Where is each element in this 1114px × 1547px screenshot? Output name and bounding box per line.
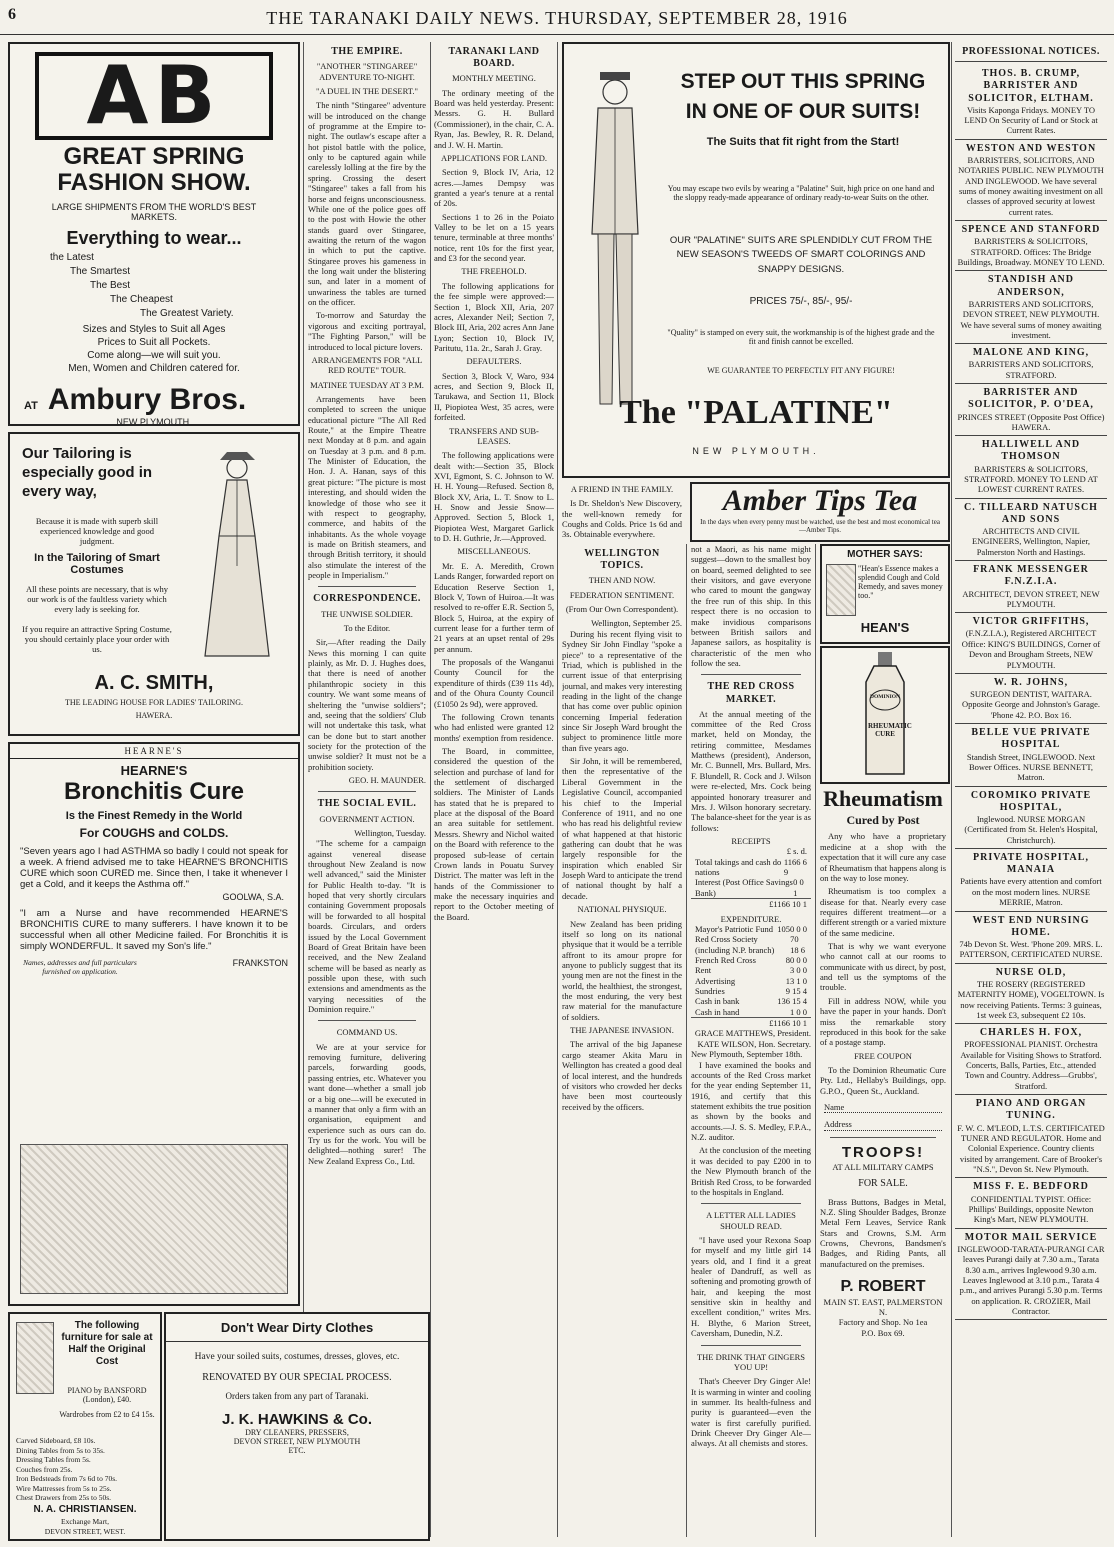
rheum-title: Rheumatism [823, 786, 943, 811]
medicine-bottle-icon [860, 652, 910, 778]
land-sub1: MONTHLY MEETING. [452, 73, 536, 84]
hearnes-title2: Bronchitis Cure [63, 778, 245, 805]
mother-illustration [826, 564, 856, 616]
free-coupon-title: FREE COUPON [854, 1050, 912, 1061]
wellington-topics-column [562, 544, 682, 1537]
ambury-list-item: The Smartest [70, 266, 131, 277]
ambury-list [50, 251, 298, 321]
ambury-town: NEW PLYMOUTH. [116, 417, 192, 426]
smith-headline: Our Tailoring is especially good in every way, [22, 445, 153, 500]
lady-costume-illustration [185, 446, 285, 666]
list-item: Couches from 25s. [16, 1464, 73, 1474]
notice-item: PRIVATE HOSPITAL, MANAIA Patients have every attention and comfort on the most modern lines. NURSE MERRIE, Matron. [955, 849, 1107, 911]
hearnes-bronchitis-ad [8, 742, 300, 1306]
rc-sig2: KATE WILSON, Hon. Secretary. [697, 1038, 811, 1049]
ambury-line: Sizes and Styles to Suit all Ages [82, 324, 226, 335]
christiansen-intro: The following furniture for sale at Half the Original Cost [61, 1320, 153, 1367]
rheum-p4: Fill in address NOW, while you have the paper in your hands. Don't miss the remarkable story reproduced in this book for the sake of a postage stamp. [820, 995, 946, 1048]
notice-item: WESTON AND WESTON BARRISTERS, SOLICITORS, AND NOTARIES PUBLIC. NEW PLYMOUTH AND INGLEWOOD. We have several sums of money awaiting investment on all classes of approved security at lowest current rates. [955, 140, 1107, 221]
list-item: Dining Tables from 5s to 35s. [16, 1445, 105, 1455]
notice-item: THOS. B. CRUMP, BARRISTER AND SOLICITOR, ELTHAM. Visits Kaponga Fridays. MONEY TO LEND On Security of Land or Stock at Current Rates. [955, 65, 1107, 140]
christiansen-name: N. A. CHRISTIANSEN. [33, 1504, 137, 1515]
letter-body: "I have used your Rexona Soap for myself and my little girl 14 years old, and I find it a great healer of Dandruff, as well as softening and promoting growth of hair, and keeping the most sensitive skin in healthy and excellent condition," writes Mrs. H. Blythe, 6 Marion Street, Caversham, Dunedin, N.Z. [691, 1234, 811, 1339]
notice-item: BARRISTER AND SOLICITOR, P. O'DEA, PRINCES STREET (Opposite Post Office) HAWERA. [955, 384, 1107, 436]
palatine-p3: "Quality" is stamped on every suit, the workmanship is of the highest grade and the fit and finish cannot be excelled. [667, 328, 935, 346]
red-cross-column [691, 544, 811, 1537]
smith-name: A. C. SMITH, [94, 672, 214, 694]
palatine-h2: IN ONE OF OUR SUITS! [685, 100, 921, 123]
ambury-headline: GREAT SPRING FASHION SHOW. [57, 143, 251, 196]
receipts-total: £1166 10 1 [691, 898, 811, 909]
coupon-address-field[interactable]: Address [824, 1119, 942, 1130]
empire-sub1: "ANOTHER "STINGAREE" ADVENTURE TO-NIGHT. [316, 61, 418, 82]
masthead [0, 0, 1114, 35]
troops-body: Brass Buttons, Badges in Metal, N.Z. Sling Shoulder Badges, Bronze Metal Fern Leaves, Service Rank Stars and Crowns, S.M. Arm Crowns, Chevrons, Bandsmen's Badges, and Riding Pants, all manufactured on the premises. [820, 1196, 946, 1269]
column-rule [686, 544, 687, 1537]
wellington-sub1: THEN AND NOW. [588, 575, 656, 586]
wellington-p5: not a Maori, as his name might suggest—down to the smallest boy on board, seemed delighted to see their visitors, and gave everyone who cared to mount the gangway the free run of this ship. In this respect there is no occasion to make invidious comparisons between British sailors and Japanese sailors, as hospitality is characteristic of the men who follow the sea. [691, 544, 811, 668]
land-p6: The following applications were dealt with:—Section 35, Block XVI, Egmont, S. C. Johnson to W. H. H. Young—Refused. Section 8, Block XV, Aria, L. T. Snow to L. H. Snow and Jessie Snow—Approved. Section 5, Block 1, Piopiotea West, Margaret Garlick to D. H. Guthrie, Jr.—Approved. [434, 450, 554, 544]
christiansen-furniture-ad [8, 1312, 162, 1541]
smith-town: HAWERA. [135, 711, 173, 720]
troops-name: P. ROBERT [840, 1278, 926, 1296]
rheum-p2: Rheumatism is too complex a disease for that. Nearly every case requires different treatment—or a different strength or a varied mixture of the same medicine. [820, 886, 946, 938]
empire-p1: The ninth "Stingaree" adventure will be introduced on the change of programme at the Empire to-night. The outlaw's escape after a hot pistol battle with the police, only to be captured again while carelessly lolling at the fire by the spring. Crossing the desert "Stingaree" takes a fall from his horse and feigns unconsciousness. While one of the police goes off to the post with Howie the other stands guard over Stingaree, awaiting the return of the wagon in which to put the captive. Stingaree proves his gameness in the long wait under the blistering sun, and later in a moment of unwariness the tables are turned on the officer. [308, 100, 426, 308]
notice-item: HALLIWELL AND THOMSON BARRISTERS & SOLICITORS, STRATFORD. MONEY TO LEND AT LOWEST CURRENT RATES. [955, 436, 1107, 498]
troops-sub: AT ALL MILITARY CAMPS [832, 1162, 934, 1173]
social-evil-heading: THE SOCIAL EVIL. [317, 798, 417, 810]
land-p9: The following Crown tenants who had enlisted were granted 12 months' exemption from residence. [434, 711, 554, 743]
land-sub4: DEFAULTERS. [466, 356, 522, 367]
wellington-p4: The arrival of the big Japanese cargo steamer Akita Maru in Wellington has created a good deal of local interest, and the hundreds of visitors who crowded her decks have been most courteously received by the officers. [562, 1039, 682, 1112]
list-item: Iron Bedsteads from 7s 6d to 70s. [16, 1474, 118, 1483]
smith-p3: If you require an attractive Spring Costume, you should certainly place your order with us. [22, 624, 172, 654]
command-us-body: We are at your service for removing furniture, delivering parcels, forwarding goods, passing entries, etc. Whatever you want done—whether a small job or a big one—will be executed in a manner that only a firm with an organisation, equipment and experience such as ours can do. Try us for the work. You will be delighted—nothing surer! The New Zealand Express Co., Ltd. [308, 1041, 426, 1166]
rc-sig1: GRACE MATTHEWS, President. [694, 1028, 811, 1039]
ambury-bros-ad [8, 42, 300, 426]
expenditure-title: EXPENDITURE. [720, 913, 782, 924]
heans-brand: HEAN'S [860, 620, 910, 635]
letter-signature: GEO. H. MAUNDER. [348, 775, 426, 786]
social-evil-body: "The scheme for a campaign against venereal disease throughout New Zealand is now well advanced," said the Minister for Public Health to-day. "It is hoped that very shortly circulars containing Government proposals will be forwarded to all hospital boards. Circulars, and orders issued by the Local Government Board of Great Britain have been received, and the New Zealand scheme will be based as nearly as possible upon these, with such extensions and amendments as the varying necessities of the Dominion require." [308, 838, 426, 1015]
land-p8: The proposals of the Wanganui County Council for the expenditure of thirds (£39 11s 4d), and of the Ohura County Council (£1050 2s 9d), were approved. [434, 657, 554, 709]
column-rule [430, 42, 431, 1537]
smith-tailoring-ad [8, 432, 300, 736]
palatine-p4: WE GUARANTEE TO PERFECTLY FIT ANY FIGURE! [707, 366, 895, 375]
land-p10: The Board, in committee, considered the question of the selection and purchase of land for the settlement of discharged soldiers. The Minister of Lands has stated that he is prepared to place at the disposal of the Board an area suitable for settlement. Messrs. Shewry and Nichol waited on the Board with reference to the proposed sub-lease of certain Crown lands in Pouatu Survey District. The matter was left in the hands of the Commissioner to make the necessary inquiries and report to the October meeting of the Board. [434, 745, 554, 922]
hawkins-title: Don't Wear Dirty Clothes [166, 1314, 428, 1342]
list-item: Carved Sideboard, £8 10s. [16, 1436, 96, 1445]
hawkins-street: DEVON STREET, NEW PLYMOUTH [233, 1437, 361, 1446]
professional-notices-column [955, 42, 1107, 1537]
notice-item: BELLE VUE PRIVATE HOSPITAL Standish Street, INGLEWOOD. Next Bower Offices. NURSE BENNETT, Matron. [955, 724, 1107, 786]
coupon-address: To the Dominion Rheumatic Cure Pty. Ltd., Hellaby's Buildings, opp. G.P.O., Queen St., Auckland. [820, 1065, 946, 1096]
column-rule [951, 42, 952, 1537]
mother-title: MOTHER SAYS: [847, 549, 923, 560]
table-row: Cash in bank 136 15 4 [695, 996, 807, 1007]
smith-h2: In the Tailoring of Smart Costumes [34, 552, 160, 576]
list-item: Dressing Tables from 5s. [16, 1455, 91, 1464]
land-sub5: TRANSFERS AND SUB-LEASES. [449, 425, 539, 446]
notice-item: PIANO AND ORGAN TUNING. F. W. C. M'LEOD, L.T.S. CERTIFICATED TUNER AND REGULATOR. Home and Colonial Experience. Country clients visited by arrangement. Care of Brooker's "N.S.", Devon St. New Plymouth. [955, 1095, 1107, 1178]
red-cross-p3: At the conclusion of the meeting it was decided to pay £200 in to the New Plymouth branch of the British Red Cross, to be forwarded to the hospitals in England. [691, 1145, 811, 1197]
christiansen-piano: PIANO by BANSFORD (London), £40. [67, 1386, 147, 1404]
social-evil-dateline: Wellington, Tuesday. [354, 827, 426, 838]
list-item: Chest Drawers from 25s to 50s. [16, 1493, 111, 1502]
coupon-name-field[interactable]: Name [824, 1102, 942, 1113]
receipts-cols: £ s. d. [786, 846, 807, 857]
land-p1: The ordinary meeting of the Board was held yesterday. Present: Messrs. G. H. Bullard (Commissioner), in the chair, C. A. Ryan, Jas. Bewley, R. R. Deland, and J. W. H. Martin. [434, 87, 554, 150]
ab-logo: AB [35, 52, 273, 140]
hearnes-note: Names, addresses and full particulars furnished on application. [23, 958, 137, 976]
amber-sub: In the days when every penny must be watched, use the best and most economical tea—Amber Tips. [700, 518, 940, 534]
dominion-rheumatic-cure-ad [820, 646, 950, 784]
rheum-brand-top: DOMINION [870, 694, 900, 700]
notice-item: MISS F. E. BEDFORD CONFIDENTIAL TYPIST. Office: Phillips' Buildings, opposite Newton King's Mart, NEW PLYMOUTH. [955, 1178, 1107, 1228]
chair-illustration [16, 1322, 54, 1394]
page-number: 6 [8, 6, 16, 23]
expenditure-table [691, 924, 811, 1029]
red-cross-p2: I have examined the books and accounts of the Red Cross market for the year ending September 11, 1916, and certify that this statement exhibits the true position as shown by the books and accounts.—J. S. S. Medley, F.P.A., N.Z. auditor. [691, 1059, 811, 1143]
notice-item: WEST END NURSING HOME. 74b Devon St. West. 'Phone 209. MRS. L. PATTERSON, CERTIFICATED NURSE. [955, 912, 1107, 964]
palatine-sub: The Suits that fit right from the Start! [706, 136, 900, 148]
list-item: Wire Mattresses from 5s to 25s. [16, 1483, 112, 1493]
troops-addr3: P.O. Box 69. [861, 1327, 905, 1338]
hawkins-name: J. K. HAWKINS & Co. [221, 1411, 372, 1428]
wellington-dateline: Wellington, September 25. [591, 618, 682, 629]
notice-item: COROMIKO PRIVATE HOSPITAL, Inglewood. NURSE MORGAN (Certificated from St. Helen's Hospital, Christchurch). [955, 787, 1107, 849]
christiansen-place: Exchange Mart, [61, 1517, 109, 1526]
notice-item: C. TILLEARD NATUSCH AND SONS ARCHITECTS AND CIVIL ENGINEERS, Wellington, Napier, Palmerston North and Hastings. [955, 499, 1107, 561]
rheum-sub: Cured by Post [846, 812, 920, 827]
table-row: Interest (Post Office Savings Bank) 0 0 1 [695, 877, 804, 898]
notice-item: SPENCE AND STANFORD BARRISTERS & SOLICITORS, STRATFORD. Offices: The Bridge Buildings, Broadway. MONEY TO LEND. [955, 221, 1107, 271]
ambury-list-item: The Greatest Variety. [140, 308, 234, 319]
rheum-brand-bottom: RHEUMATIC CURE [868, 722, 912, 738]
hearnes-testimonial-1: "Seven years ago I had ASTHMA so badly I could not speak for a week. A friend advised me to take HEARNE'S BRONCHITIS CURE which soon CURED me. Since then, I take it whenever I get a Cold, and it keeps the Asthma off." [20, 846, 288, 890]
newspaper-title: THE TARANAKI DAILY NEWS. THURSDAY, SEPTEMBER 28, 1916 [266, 8, 848, 28]
palatine-town: NEW PLYMOUTH. [692, 446, 820, 456]
land-p4: The following applications for the fee simple were approved:—Section 1, Block XII, Aria, 207 acres, Alexander Neil; Section 7, Block III, Aria, 202 acres Ann Jane Lyon; Section 10, Block IV, Paritutu, 11a. 2r., Sarah J. Gray. [434, 280, 554, 353]
land-sub6: MISCELLANEOUS. [457, 546, 531, 557]
heans-essence-ad [820, 544, 950, 644]
palatine-p1: You may escape two evils by wearing a "Palatine" Suit, high price on one hand and the sloppy ready-made appearance of ordinary ready-to-wear Suits on the other. [667, 184, 935, 202]
unwise-soldier-body: Sir,—After reading the Daily News this morning I can quite plainly, as Mr. D. J. Hughes does, that there is need of another philanthropic society in this country. We want some means of sheltering the "unwise soldiers"; and, seeing that the soldiers' Club will not undertake this task, what can be done but to start another society for the protection of the unwise soldier? It must not be a prohibition society. [308, 637, 426, 772]
land-board-heading: TARANAKI LAND BOARD. [448, 46, 540, 70]
table-row: Sundries 9 15 4 [695, 986, 807, 997]
wellington-p3: New Zealand has been priding itself so long on its national physique that it would be a terrible affront to its amour propre for anyone to publicly suggest that its young men are not the finest in the world, the healthiest, the strongest, the most enduring, the very best raw material for the manufacture of soldiers. [562, 918, 682, 1022]
receipts-table [691, 857, 811, 910]
ambury-line: Come along—we will suit you. [87, 350, 221, 361]
wellington-sub4: THE JAPANESE INVASION. [570, 1025, 674, 1036]
land-p2: Section 9, Block IV, Aria, 12 acres.—James Dempsy was granted a year's tenure at a rental of 20s. [434, 167, 554, 209]
ginger-body: That's Cheever Dry Ginger Ale! It is warming in winter and cooling in summer. Its health-fulness and purity is guaranteed—even the water is first carefully purified. Drink Cheever Dry Ginger Ale—always. At all chemists and stores. [691, 1376, 811, 1449]
hearnes-for: For COUGHS and COLDS. [79, 826, 229, 840]
unwise-soldier-heading: THE UNWISE SOLDIER. [321, 608, 413, 619]
mother-body: "Hean's Essence makes a splendid Cough and Cold Remedy, and saves money too." [858, 564, 943, 600]
troops-sale: FOR SALE. [858, 1178, 908, 1190]
wellington-p1: During his recent flying visit to Sydney Sir John Findlay "spoke a piece" to a representative of the Triad, which is published in the current issue of that enterprising journal, and makes very interesting reading in the light of the change that has come over public opinion concerning Imperial federation since Sir Joseph Ward brought the subject to prominence little more than five years ago. [562, 628, 682, 753]
land-sub3: THE FREEHOLD. [461, 266, 527, 277]
troops-addr2: Factory and Shop. No 1ea [838, 1317, 928, 1328]
hawkins-etc: ETC. [288, 1446, 306, 1455]
notice-item: CHARLES H. FOX, PROFESSIONAL PIANIST. Orchestra Available for Visiting Shows to Stratford. Concerts, Balls, Parties, Etc., attended Town and Country. Address—Grubbs', Stratford. [955, 1024, 1107, 1095]
land-p5: Section 3, Block V, Waro, 934 acres, and Section 9, Block II, Tarukawa, and Section 11, Block II, Piopiotea West, 35 acres, were forfeited. [434, 370, 554, 423]
christiansen-street: DEVON STREET, WEST. [44, 1527, 126, 1536]
friend-body: Is Dr. Sheldon's New Discovery, the well-known remedy for Coughs and Colds. Price 1s 6d and 3s. Obtainable everywhere. [562, 498, 682, 540]
christiansen-wardrobes: Wardrobes from £2 to £4 15s. [59, 1410, 155, 1419]
hearnes-sig-2: FRANKSTON [232, 958, 288, 968]
hawkins-trade: DRY CLEANERS, PRESSERS, [245, 1428, 349, 1437]
hawkins-dry-cleaners-ad [164, 1312, 430, 1541]
table-row: Red Cross Society (including N.P. branch) 70 18 6 [695, 934, 806, 955]
amber-tips-tea-ad [690, 482, 950, 542]
rheumatism-column [820, 786, 946, 1537]
friend-title: A FRIEND IN THE FAMILY. [570, 484, 674, 494]
palatine-h1: STEP OUT THIS SPRING [680, 70, 926, 93]
wellington-note: (From Our Own Correspondent). [565, 604, 679, 615]
hawkins-p1: Have your soiled suits, costumes, dresses, gloves, etc. [194, 1352, 400, 1362]
land-p3: Sections 1 to 26 in the Poiato Valley to be let on a 15 years tenure, terminable at three months' notice, rent 10s for the first year, and £3 for the second year. [434, 211, 554, 264]
ginger-title: THE DRINK THAT GINGERS YOU UP! [696, 1351, 806, 1372]
government-action-heading: GOVERNMENT ACTION. [319, 813, 415, 824]
wellington-sub2: FEDERATION SENTIMENT. [569, 589, 675, 600]
wellington-heading: WELLINGTON TOPICS. [584, 548, 660, 572]
hawkins-p3: Orders taken from any part of Taranaki. [225, 1391, 369, 1401]
land-sub2: APPLICATIONS FOR LAND. [440, 152, 548, 163]
notice-item: VICTOR GRIFFITHS, (F.N.Z.I.A.), Registered ARCHITECT Office: KING'S BUILDINGS, Corner of Devon and Brougham Streets, NEW PLYMOUTH. [955, 613, 1107, 674]
letter-heading: A LETTER ALL LADIES SHOULD READ. [706, 1210, 796, 1231]
land-p7: Mr. E. A. Meredith, Crown Lands Ranger, forwarded report on Education Reserve Section 1, Block V, Town of Huiroa.—It was resolved to re-offer E.R. Section 5, Block 5, Huiroa, at the expiry of current lease for a further term of 21 years at an upset rental of 29s per annum. [434, 560, 554, 654]
ambury-everything: Everything to wear... [66, 228, 242, 248]
land-board-column [434, 42, 554, 1537]
medicine-engraving [20, 1144, 288, 1294]
red-cross-p1: At the annual meeting of the committee of the Red Cross market, held on Monday, the retiring committee, Mesdames Matthews (president), Anderson, Mr. C. Bunnell, Mrs. Bullard, Mrs. F. Blundell, R. Cock and J. Wilson were re-elected, Mrs. Cock being appointed honorary treasurer and Mrs. J. Wilson honorary secretary. The balance-sheet for the year is as follows: [691, 708, 811, 833]
receipts-title: RECEIPTS [731, 836, 771, 846]
gentleman-illustration [570, 64, 660, 424]
table-row: Rent 3 0 0 [695, 965, 807, 976]
notice-item: NURSE OLD, THE ROSERY (REGISTERED MATERNITY HOME), VOGELTOWN. Is now receiving Patients. Terms: 3 guineas, 1st week £3, subsequent £2 10s. [955, 964, 1107, 1025]
rc-sig3: New Plymouth, September 18th. [691, 1049, 803, 1060]
empire-sub2: "A DUEL IN THE DESERT." [316, 85, 418, 96]
ambury-list-item: The Best [90, 280, 131, 291]
professional-heading: PROFESSIONAL NOTICES. [955, 46, 1107, 62]
correspondence-heading: CORRESPONDENCE. [313, 593, 421, 605]
column-rule [557, 42, 558, 1537]
table-row: Cash in hand 1 0 0 [695, 1006, 807, 1017]
hearnes-banner: HEARNE'S [10, 744, 298, 759]
hawkins-p2: RENOVATED BY OUR SPECIAL PROCESS. [202, 1372, 392, 1383]
table-row: French Red Cross 80 0 0 [695, 954, 807, 965]
empire-heading: THE EMPIRE. [331, 46, 403, 57]
amber-title: Amber Tips Tea [722, 484, 918, 517]
wellington-sub3: NATIONAL PHYSIQUE. [577, 904, 667, 915]
notice-item: W. R. JOHNS, SURGEON DENTIST, WAITARA. Opposite George and Johnston's Garage. 'Phone 42. P.O. Box 16. [955, 674, 1107, 724]
hearnes-title1: HEARNE'S [120, 763, 188, 778]
empire-p2: To-morrow and Saturday the vigorous and exciting portrayal, "The Fighting Parson," will be introduced to local picture lovers. [308, 310, 426, 352]
hearnes-remedy: Is the Finest Remedy in the World [65, 810, 243, 822]
palatine-name: The "PALATINE" [619, 394, 893, 431]
palatine-prices: PRICES 75/-, 85/-, 95/- [749, 296, 853, 307]
empire-column [308, 42, 426, 1302]
notice-item: MALONE AND KING, BARRISTERS AND SOLICITORS, STRATFORD. [955, 344, 1107, 384]
hearnes-sig-1: GOOLWA, S.A. [222, 892, 284, 902]
empire-p3: Arrangements have been completed to screen the unique educational picture "The All Red Route," at the Empire Theatre next Monday at 8 p.m. and again on Tuesday at 3 p.m. and 8 p.m. The Minister of Education, the Hon. J. A. Hanan, says of this great picture: "The picture is most interesting, and should widen the knowledge of those who see it with respect to geography, commerce, and habits of the inhabitants. As the whole voyage is made on British steamers, and through British territory, it should also stimulate the interest of the people in Imperialism." [308, 393, 426, 581]
rheum-p3: That is why we want everyone who cannot call at our rooms to communicate with us direct, by post, and tell us the symptoms of the trouble. [820, 941, 946, 993]
ambury-list-item: The Cheapest [110, 294, 173, 305]
troops-title: TROOPS! [841, 1143, 925, 1161]
smith-p1: Because it is made with superb skill experienced knowledge and good judgment. [35, 516, 159, 546]
palatine-p2: OUR "PALATINE" SUITS ARE SPLENDIDLY CUT FROM THE NEW SEASON'S TWEEDS OF SMART COLORINGS AND SNAPPY DESIGNS. [669, 235, 933, 275]
column-rule [815, 544, 816, 1537]
command-us-heading: COMMAND US. [336, 1027, 398, 1038]
red-cross-heading: THE RED CROSS MARKET. [707, 681, 795, 705]
table-row: Mayor's Patriotic Fund 1050 0 0 [695, 923, 807, 934]
empire-sub4: MATINEE TUESDAY AT 3 P.M. [310, 379, 424, 390]
smith-p2: All these points are necessary, that is why our work is of the faultless variety which every lady is seeking for. [25, 584, 169, 614]
ambury-name: Ambury Bros. [47, 383, 247, 416]
rheum-p1: Any who have a proprietary medicine at a shop with the expectation that it will cure any case of Rheumatism that happens along is on the way to lose money. [820, 831, 946, 883]
ambury-list-item: the Latest [50, 252, 94, 263]
smith-tagline: THE LEADING HOUSE FOR LADIES' TAILORING. [65, 698, 243, 707]
ambury-line: Prices to Suit all Pockets. [97, 337, 211, 348]
troops-addr1: MAIN ST. EAST, PALMERSTON N. [823, 1296, 943, 1318]
empire-sub3: ARRANGEMENTS FOR "ALL RED ROUTE" TOUR. [311, 354, 423, 376]
notice-item: MOTOR MAIL SERVICE INGLEWOOD-TARATA-PURANGI CAR leaves Purangi daily at 7.30 a.m., Tarata 8.30 a.m., arrives Inglewood 9.30 a.m. Leaves Inglewood at 3.10 p.m., Tarata 4 p.m., and arrives Purangi 5.30 p.m. Terms on application. R. CROZIER, Mail Contractor. [955, 1229, 1107, 1321]
expenditure-total: £1166 10 1 [691, 1017, 811, 1028]
ambury-at: AT [24, 400, 38, 412]
to-editor: To the Editor. [343, 622, 391, 633]
wellington-p2: Sir John, it will be remembered, then the representative of the Liberal Government in the Legislative Council, accompanied his chief to the Imperial Conference of 1911, and no one who has read his delightful review of what happened at that historic gathering can doubt that he was largely responsible for the inspiration which enabled Sir Joseph Ward to anticipate the trend of national thought by half a decade. [562, 756, 682, 901]
ambury-line: Men, Women and Children catered for. [68, 363, 240, 374]
christiansen-items [16, 1436, 156, 1503]
notice-item: STANDISH AND ANDERSON, BARRISTERS AND SOLICITORS, DEVON STREET, NEW PLYMOUTH. We have several sums of money awaiting investment. [955, 271, 1107, 344]
table-row: Total takings and cash do nations 1166 6 9 [695, 856, 807, 878]
hearnes-testimonial-2: "I am a Nurse and have recommended HEARNE'S BRONCHITIS CURE to many sufferers. I have known it to be successful when all other Medicine failed. For Bronchitis it is simply WONDERFUL. It saved my Son's life." [20, 908, 288, 952]
notice-item: FRANK MESSENGER F.N.Z.I.A. ARCHITECT, DEVON STREET, NEW PLYMOUTH. [955, 561, 1107, 613]
palatine-suits-ad [562, 42, 950, 478]
ambury-shipments: LARGE SHIPMENTS FROM THE WORLD'S BEST MARKETS. [51, 202, 257, 222]
table-row: Advertising 13 1 0 [695, 975, 807, 986]
